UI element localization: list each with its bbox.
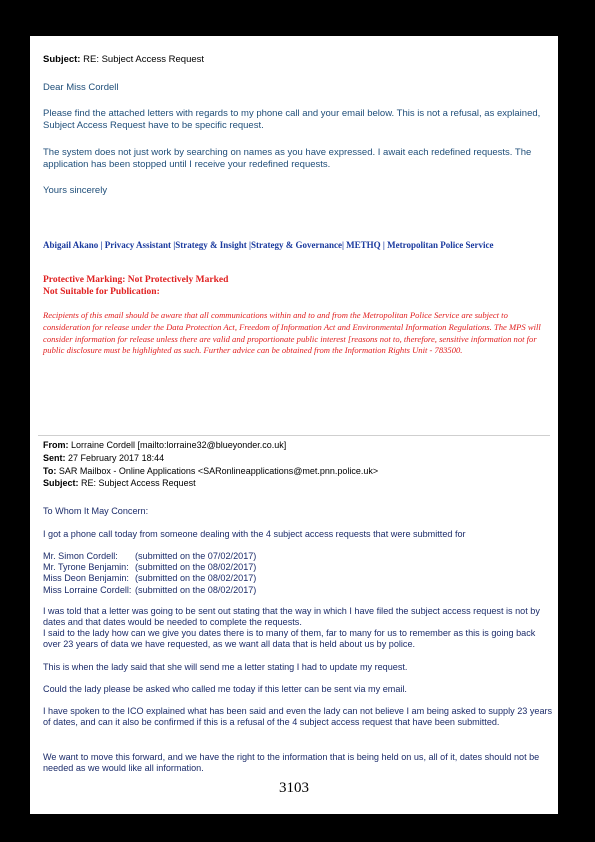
request-note: (submitted on the 07/02/2017) — [135, 551, 257, 561]
email1-subject-line — [43, 54, 204, 65]
email2-greeting: To Whom It May Concern: — [43, 506, 149, 516]
email2-paragraph-5: Could the lady please be asked who called me today if this letter can be sent via my email. — [43, 684, 407, 694]
email1-subject-value: RE: Subject Access Request — [83, 54, 205, 65]
request-name: Mr. Simon Cordell: — [43, 551, 118, 561]
email2-sent-label: Sent: — [43, 452, 66, 463]
protective-marking-line-1: Protective Marking: Not Protectively Marked — [43, 275, 229, 285]
email1-disclaimer: Recipients of this email should be aware that all communications within and to and from the Metropolitan Police Service are subject to consideration for release under the Data Protection Act, Freedom of Information Act and Environmental Information Regulations. The MPS will consider information for release unless there are valid and proportionate public interest [reasons not to, therefore, sensitive information not for public disclosure must be highlighted as such. Further advice can be obtained from the Information Rights Unit - 783500. — [43, 310, 541, 356]
email2-paragraph-6: I have spoken to the ICO explained what has been said and even the lady can not believe I am being asked to supply 23 years of dates, and can it also be confirmed if this is a refusal of the 4 subject access request that have been submitted. — [43, 706, 553, 728]
email2-from-value: Lorraine Cordell [mailto:lorraine32@blueyonder.co.uk] — [71, 440, 287, 450]
request-name: Miss Deon Benjamin: — [43, 573, 129, 584]
protective-marking-line-2: Not Suitable for Publication: — [43, 286, 160, 297]
email1-paragraph-1: Please find the attached letters with regards to my phone call and your email below. This is not a refusal, as explained, Subject Access Request have to be specific request. — [43, 108, 541, 131]
request-note: (submitted on the 08/02/2017) — [135, 573, 257, 584]
email2-subject-label: Subject: — [43, 478, 79, 489]
email2-to-line — [43, 465, 378, 478]
email2-request-list — [43, 551, 553, 596]
request-note: (submitted on the 08/02/2017) — [135, 562, 257, 573]
request-name: Mr. Tyrone Benjamin: — [43, 562, 129, 573]
list-item — [43, 551, 553, 562]
email2-subject-value: RE: Subject Access Request — [81, 478, 196, 489]
email2-sent-line — [43, 452, 378, 465]
email2-from-label: From: — [43, 440, 69, 450]
list-item — [43, 585, 553, 596]
email2-paragraph-2: I was told that a letter was going to be sent out stating that the way in which I have filed the subject access request is not by dates and that dates would be needed to complete the requests. — [43, 606, 540, 628]
email2-from-line — [43, 439, 378, 452]
email2-header-block — [43, 439, 378, 490]
email2-sent-value: 27 February 2017 18:44 — [68, 452, 165, 463]
email2-paragraph-3: I said to the lady how can we give you dates there is to many of them, far to many for us to remember as this is going back over 23 years of data we have requested, as we want all data that is held about us by police. — [43, 628, 536, 650]
email2-paragraph-1: I got a phone call today from someone dealing with the 4 subject access requests that were submitted for — [43, 529, 466, 539]
email1-greeting: Dear Miss Cordell — [43, 82, 119, 93]
document-page — [30, 36, 558, 814]
email2-to-value: SAR Mailbox - Online Applications <SARonlineapplications@met.pnn.police.uk> — [58, 465, 379, 476]
email2-paragraph-7: We want to move this forward, and we have the right to the information that is being held on us, all of it, dates should not be needed as we would like all information. — [43, 752, 540, 774]
email1-subject-label: Subject: — [43, 54, 81, 65]
request-name: Miss Lorraine Cordell: — [43, 584, 132, 595]
request-note: (submitted on the 08/02/2017) — [135, 584, 257, 595]
email-divider — [38, 435, 550, 436]
email2-paragraph-4: This is when the lady said that she will send me a letter stating I had to update my request. — [43, 662, 408, 672]
list-item — [43, 562, 553, 573]
email2-subject-line — [43, 477, 378, 490]
protective-marking — [43, 275, 228, 298]
email1-signature: Abigail Akano | Privacy Assistant |Strategy & Insight |Strategy & Governance| METHQ | Metropolitan Police Service — [43, 240, 494, 250]
email2-to-label: To: — [43, 465, 57, 476]
list-item — [43, 573, 553, 584]
email1-closing: Yours sincerely — [43, 185, 108, 196]
page-number: 3103 — [279, 780, 309, 796]
email1-paragraph-2: The system does not just work by searching on names as you have expressed. I await each redefined requests. The application has been stopped until I receive your redefined requests. — [43, 147, 532, 170]
